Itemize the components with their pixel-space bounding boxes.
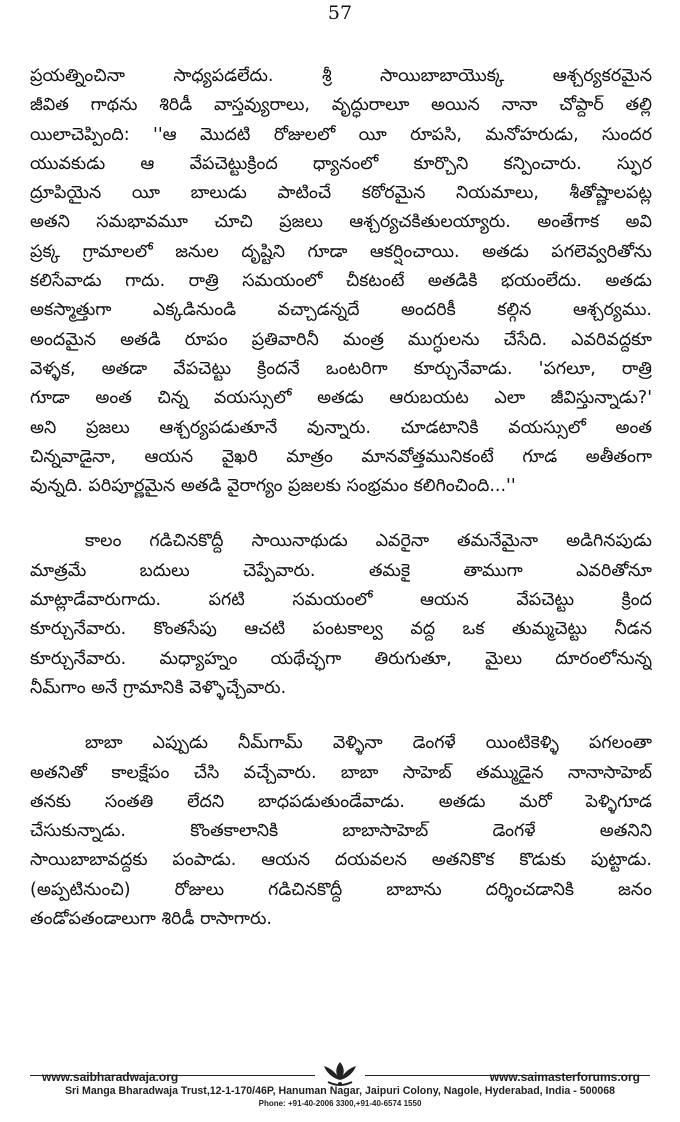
text-line: అకస్మాత్తుగా ఎక్కడినుండి వచ్చాడన్నదే అందరికీ కల్గిన ఆశ్చర్యము.	[30, 300, 652, 321]
text-line: తండోపతండాలుగా శిరిడీ రాసాగారు.	[30, 909, 272, 930]
text-line: అతనితో కాలక్షేపం చేసి వచ్చేవారు. బాబా సాహెబ్ తమ్ముడైన నానాసాహెబ్	[30, 762, 652, 783]
text-line: చిన్నవాడైనా, ఆయన వైఖరి మాత్రం మానవోత్తమునికంటే గూడ అతీతంగా	[30, 446, 652, 467]
paragraph-3	[30, 729, 652, 934]
text-line: అతని సమభావమూ చూచి ప్రజలు ఆశ్చర్యచకితులయ్యారు. అంతేగాక అవి	[30, 212, 652, 233]
text-line: గూడా అంత చిన్న వయస్సులో అతడు ఆరుబయట ఎలా జీవిస్తున్నాడు?'	[30, 388, 652, 409]
text-line: యువకుడు ఆ వేపచెట్టుక్రింద ధ్యానంలో కూర్చొని కన్పించారు. స్ఫుర	[30, 153, 652, 174]
text-line: కూర్చునేవారు. కొంతసేపు ఆచటి పంటకాల్వ వద్ద ఒక తుమ్మచెట్టు నీడన	[30, 619, 652, 640]
text-line: (అప్పటినుంచి) రోజులు గడిచినకొద్దీ బాబాను దర్శించడానికి జనం	[30, 879, 652, 900]
text-line: ద్రూపియైన యీ బాలుడు పాటించే కఠోరమైన నియమాలు, శీతోష్ణాలపట్ల	[30, 183, 652, 204]
text-line: ప్రక్క గ్రామాలలో జనుల దృష్టిని గూడా ఆకర్షించాయి. అతడు పగలెవ్వరితోను	[30, 241, 652, 262]
text-line: మాట్లాడేవారుగాదు. పగటి సమయంలో ఆయన వేపచెట్టు క్రింద	[30, 590, 652, 611]
text-line: తనకు సంతతి లేదని బాధపడుతుండేవాడు. అతడు మరో పెళ్ళిగూడ	[30, 791, 652, 812]
text-line: వెళ్ళక, అతడా వేపచెట్టు క్రిందనే ఒంటరిగా కూర్చునేవాడు. 'పగలూ, రాత్రి	[30, 358, 652, 379]
page-number: 57	[327, 2, 353, 24]
text-line: కూర్చునేవారు. మధ్యాహ్నం యథేచ్ఛగా తిరుగుతూ, మైలు దూరంలోనున్న	[30, 648, 652, 669]
text-line: కలిసేవాడు గాదు. రాత్రి సమయంలో చీకటంటే అతడికి భయంలేదు. అతడు	[30, 271, 652, 292]
text-line: మాత్రమే బదులు చెప్పేవారు. తమకై తాముగా ఎవరితోనూ	[30, 560, 652, 581]
phone-numbers: Phone: +91-40-2006 3300,+91-40-6574 1550	[258, 1099, 422, 1108]
website-link-right[interactable]: www.saimasterforums.org	[489, 1070, 640, 1084]
paragraph-2	[30, 527, 652, 703]
text-line: వున్నది. పరిపూర్ణమైన అతడి వైరాగ్యం ప్రజలకు సంభ్రమం కలిగించింది...''	[30, 476, 516, 497]
text-line: సాయిబాబావద్దకు పంపాడు. ఆయన దయవలన అతనికొక కొడుకు పుట్టాడు.	[30, 850, 652, 871]
paragraph-1	[30, 62, 652, 501]
body-text	[30, 62, 652, 960]
text-line: అని ప్రజలు ఆశ్చర్యపడుతూనే వున్నారు. చూడటానికి వయస్సులో అంత	[30, 417, 652, 438]
text-line: చేసుకున్నాడు. కొంతకాలానికి బాబాసాహెబ్ డెంగళే అతనిని	[30, 821, 652, 842]
text-line: నీమ్‌గాం అనే గ్రామానికి వెళ్ళొచ్చేవారు.	[30, 677, 287, 698]
text-line: ప్రయత్నించినా సాధ్యపడలేదు. శ్రీ సాయిబాబాయొక్క ఆశ్చర్యకరమైన	[30, 66, 652, 86]
text-line: జీవిత గాథను శిరిడీ వాస్తవ్యురాలు, వృద్ధురాలూ అయిన నానా చోప్దార్ తల్లి	[30, 95, 652, 116]
text-line: అందమైన అతడి రూపం ప్రతివారినీ మంత్ర ముగ్ధులను చేసేది. ఎవరివద్దకూ	[30, 329, 652, 350]
text-line: యిలాచెప్పింది: ''ఆ మొదటి రోజులలో యీ రూపసి, మనోహరుడు, సుందర	[30, 124, 652, 145]
trust-address: Sri Manga Bharadwaja Trust,12-1-170/46P, Hanuman Nagar, Jaipuri Colony, Nagole, Hyderabad, India - 500068	[64, 1085, 616, 1097]
text-line: బాబా ఎప్పుడు నీమ్‌గామ్ వెళ్ళినా డెంగళే యింటికెళ్ళి పగలంతా	[85, 733, 652, 754]
lotus-ornament-icon	[320, 1060, 360, 1088]
text-line: కాలం గడిచినకొద్దీ సాయినాథుడు ఎవరైనా తమనేమైనా అడిగినపుడు	[85, 531, 652, 552]
website-link-left[interactable]: www.saibharadwaja.org	[42, 1070, 179, 1084]
